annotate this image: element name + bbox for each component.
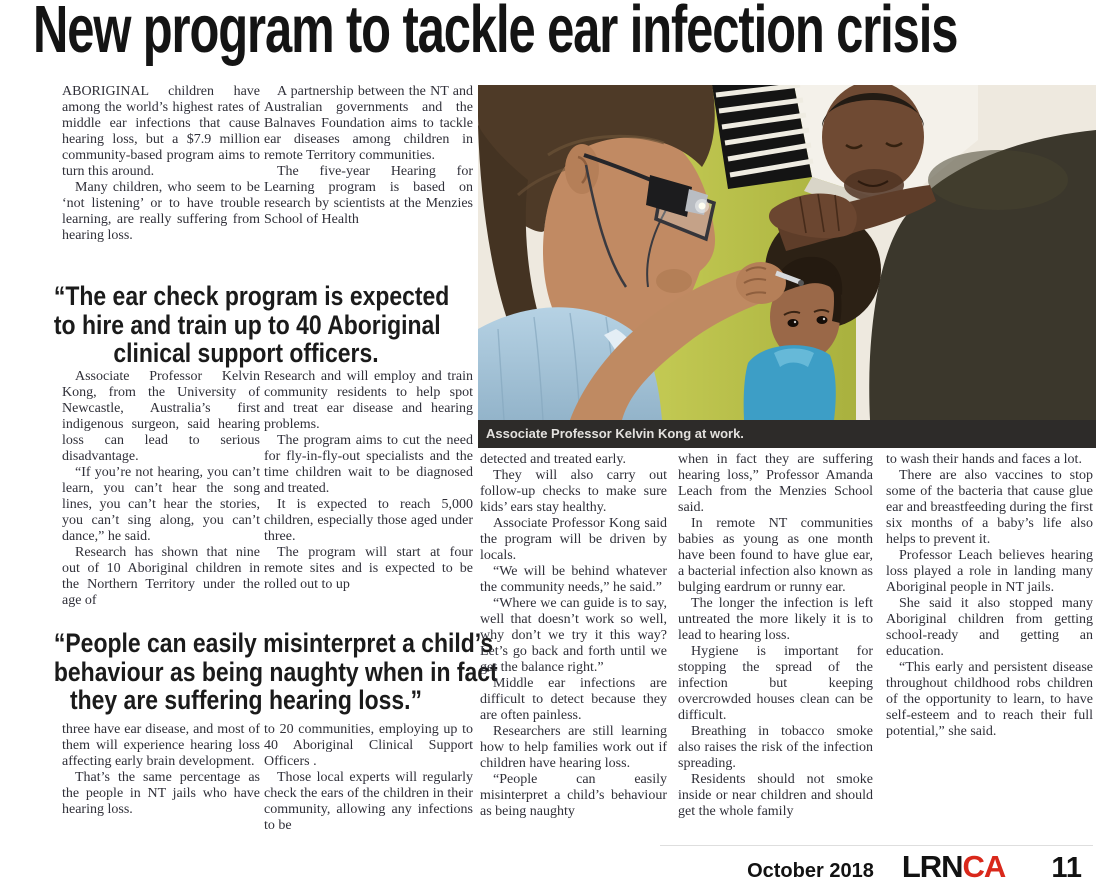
paragraph: Those local experts will regularly check the ears of the children in their community, allowing any infections to be xyxy=(264,770,473,833)
column-1-top xyxy=(62,84,260,244)
paragraph: Research has shown that nine out of 10 Aboriginal children in the Northern Territory under the age of xyxy=(62,545,260,608)
paragraph: ABORIGINAL children have among the world’s highest rates of middle ear infections that cause hearing loss, but a $7.9 million community-based program aims to turn this around. xyxy=(62,84,260,179)
paragraph: when in fact they are suffering hearing loss,” Professor Amanda Leach from the Menzies School said. xyxy=(678,452,873,515)
paragraph: three have ear disease, and most of them will experience hearing loss affecting early brain development. xyxy=(62,722,260,769)
paragraph: The program will start at four remote sites and is expected to be rolled out to up xyxy=(264,545,473,592)
publication-logo xyxy=(902,849,1006,885)
paragraph: “If you’re not hearing, you can’t learn, you can’t hear the song lines, you can’t hear the stories, you can’t sing along, you can’t dance,” he said. xyxy=(62,465,260,544)
paragraph: Middle ear infections are difficult to detect because they are often painless. xyxy=(480,676,667,723)
logo-red-part: CA xyxy=(962,849,1006,884)
paragraph: Associate Professor Kelvin Kong, from the University of Newcastle, Australia’s first indigenous surgeon, said hearing loss can lead to serious disadvantage. xyxy=(62,369,260,464)
headline: New program to tackle ear infection crisis xyxy=(33,0,958,67)
paragraph: detected and treated early. xyxy=(480,452,627,467)
pull-quote-1 xyxy=(53,281,450,368)
column-4 xyxy=(678,452,873,820)
paragraph: Hygiene is important for stopping the spread of the infection but keeping overcrowded houses clean can be difficult. xyxy=(678,644,873,723)
column-3 xyxy=(480,452,667,820)
column-2-middle xyxy=(264,369,473,593)
column-1-middle xyxy=(62,369,260,609)
paragraph: They will also carry out follow-up checks to make sure kids’ ears stay healthy. xyxy=(480,468,667,515)
paragraph: to hire and train up to 40 Aboriginal xyxy=(53,309,441,340)
paragraph: Breathing in tobacco smoke also raises the risk of the infection spreading. xyxy=(678,724,873,771)
paragraph: Research and will employ and train community residents to help spot and treat ear disease and hearing problems. xyxy=(264,369,473,432)
footer-rule xyxy=(660,845,1093,846)
paragraph: The five-year Hearing for Learning program is based on research by scientists at the Menzies School of Health xyxy=(264,164,473,227)
paragraph: Residents should not smoke inside or near children and should get the whole family xyxy=(678,772,873,819)
paragraph: they are suffering hearing loss.” xyxy=(69,685,423,715)
pull-quote-2 xyxy=(53,628,498,715)
paragraph: “We will be behind whatever the community needs,” he said.” xyxy=(480,564,667,595)
paragraph: Associate Professor Kong said the program will be driven by locals. xyxy=(480,516,667,563)
logo-black-part: LRN xyxy=(901,849,963,884)
column-5 xyxy=(886,452,1093,740)
page-footer xyxy=(0,849,1082,885)
window-blinds xyxy=(712,85,813,189)
footer-date: October 2018 xyxy=(747,860,874,882)
photo-block xyxy=(478,85,1096,420)
paragraph: “This early and persistent disease throughout childhood robs children of the opportunity to learn, to have self-esteem and to reach their full potential,” she said. xyxy=(886,660,1093,739)
paragraph: There are also vaccines to stop some of the bacteria that cause glue ear and breastfeeding during the first six months of a baby’s life also helps to prevent it. xyxy=(886,468,1093,547)
paragraph: The program aims to cut the need for fly-in-fly-out specialists and the time children wait to be diagnosed and treated. xyxy=(264,433,473,496)
paragraph: clinical support officers. xyxy=(113,338,379,368)
photo-ear-examination-illustration xyxy=(478,85,1096,420)
paragraph: She said it also stopped many Aboriginal children from getting school-ready and getting an education. xyxy=(886,596,1093,659)
photo-caption: Associate Professor Kelvin Kong at work. xyxy=(478,420,1096,448)
column-1-bottom xyxy=(62,722,260,818)
paragraph: A partnership between the NT and Australian governments and the Balnaves Foundation aims to tackle ear diseases among children in remote Territory communities. xyxy=(264,84,473,163)
paragraph: “The ear check program is expected xyxy=(53,281,450,311)
column-2-top xyxy=(264,84,473,228)
paragraph: to wash their hands and faces a lot. xyxy=(886,452,1082,467)
paragraph: In remote NT communities babies as young as one month have been found to have glue ear, a bacterial infection also known as bulging eardrum or runny ear. xyxy=(678,516,873,595)
paragraph: “People can easily misinterpret a child’s xyxy=(53,628,494,658)
paragraph: It is expected to reach 5,000 children, especially those aged under three. xyxy=(264,497,473,544)
paragraph: “Where we can guide is to say, well that doesn’t work so well, why don’t we try it this way? Let’s go back and forth until we get the balance right.” xyxy=(480,596,667,675)
column-2-bottom xyxy=(264,722,473,834)
paragraph: That’s the same percentage as the people in NT jails who have hearing loss. xyxy=(62,770,260,817)
paragraph: Professor Leach believes hearing loss played a role in landing many Aboriginal people in NT jails. xyxy=(886,548,1093,595)
paragraph: Many children, who seem to be ‘not listening’ or to have trouble learning, are really suffering from hearing loss. xyxy=(62,180,260,243)
page-number: 11 xyxy=(1051,852,1082,884)
paragraph: “People can easily misinterpret a child’s behaviour as being naughty xyxy=(480,772,667,819)
paragraph: to 20 communities, employing up to 40 Aboriginal Clinical Support Officers . xyxy=(264,722,473,769)
paragraph: Researchers are still learning how to help families work out if children have hearing loss. xyxy=(480,724,667,771)
paragraph: behaviour as being naughty when in fact xyxy=(53,656,498,687)
paragraph: The longer the infection is left untreated the more likely it is to lead to hearing loss. xyxy=(678,596,873,643)
